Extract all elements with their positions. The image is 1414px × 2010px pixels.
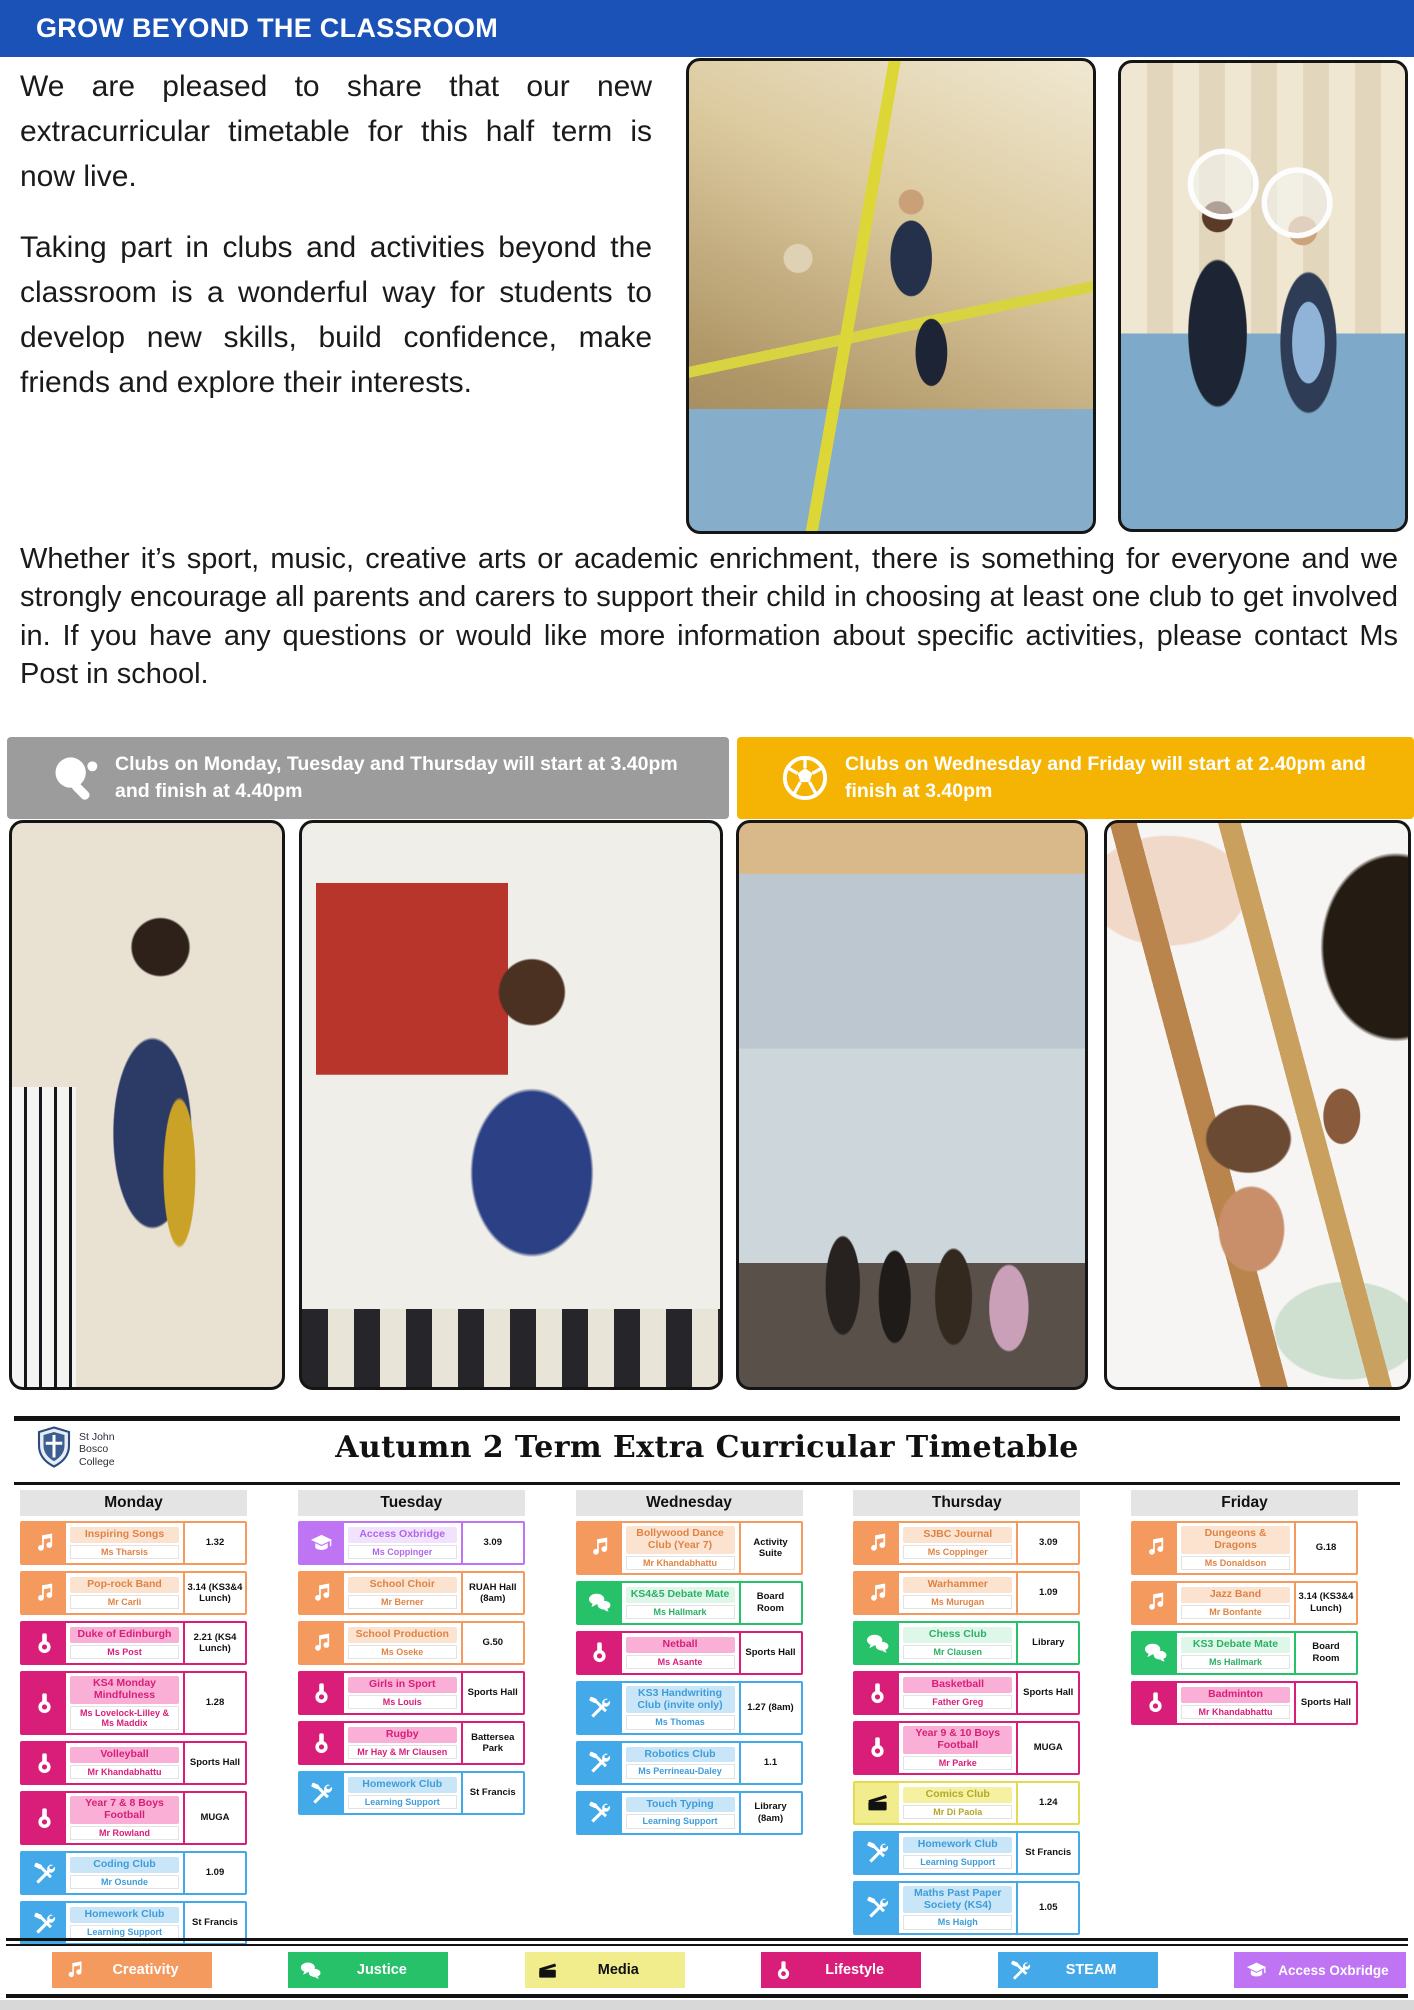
club-details — [899, 1523, 1016, 1563]
school-name-line: St John — [79, 1431, 115, 1444]
timetable-top-rule — [14, 1416, 1400, 1421]
music-note-icon — [1133, 1583, 1177, 1623]
day-header: Thursday — [853, 1490, 1080, 1516]
club-details — [66, 1793, 183, 1843]
club-room: 1.24 — [1016, 1783, 1078, 1823]
day-header: Wednesday — [576, 1490, 803, 1516]
club-room: 3.14 (KS3&4 Lunch) — [1294, 1583, 1356, 1623]
club-staff: Ms Oseke — [348, 1645, 457, 1659]
club-details — [66, 1743, 183, 1783]
club-staff: Ms Coppinger — [348, 1545, 457, 1559]
club-room: RUAH Hall (8am) — [461, 1573, 523, 1613]
club-room: MUGA — [1016, 1723, 1078, 1773]
club-details — [899, 1883, 1016, 1933]
club-details — [66, 1573, 183, 1613]
timetable-title: Autumn 2 Term Extra Curricular Timetable — [335, 1430, 1079, 1465]
club-entry — [20, 1851, 247, 1895]
club-room: Library — [1016, 1623, 1078, 1663]
club-room: G.50 — [461, 1623, 523, 1663]
club-entry — [1131, 1581, 1358, 1625]
club-name: KS4 Monday Mindfulness — [70, 1676, 179, 1704]
club-staff: Mr Khandabhattu — [70, 1765, 179, 1779]
club-staff: Mr Parke — [903, 1756, 1012, 1770]
club-name: School Choir — [348, 1577, 457, 1593]
club-entry — [576, 1521, 803, 1575]
club-name: Chess Club — [903, 1627, 1012, 1643]
hammer-wrench-icon — [855, 1883, 899, 1933]
club-name: KS3 Handwriting Club (invite only) — [626, 1686, 735, 1714]
club-details — [344, 1773, 461, 1813]
club-staff: Ms Haigh — [903, 1915, 1012, 1929]
club-details — [1177, 1633, 1294, 1673]
club-room: Board Room — [739, 1583, 801, 1623]
club-name: Badminton — [1181, 1687, 1290, 1703]
timetable-header-rule — [14, 1482, 1400, 1485]
club-details — [622, 1683, 739, 1733]
legend-chip-creativity — [52, 1952, 212, 1988]
club-name: Maths Past Paper Society (KS4) — [903, 1886, 1012, 1914]
club-room: 3.14 (KS3&4 Lunch) — [183, 1573, 245, 1613]
club-details — [622, 1633, 739, 1673]
club-staff: Mr Khandabhattu — [626, 1556, 735, 1570]
club-name: Homework Club — [903, 1837, 1012, 1853]
club-room: G.18 — [1294, 1523, 1356, 1573]
legend-chip-oxbridge — [1234, 1952, 1406, 1988]
medal-icon — [761, 1960, 802, 1981]
day-column-monday — [20, 1490, 247, 1951]
club-details — [622, 1523, 739, 1573]
club-name: Touch Typing — [626, 1797, 735, 1813]
club-details — [344, 1623, 461, 1663]
legend-chip-media — [525, 1952, 685, 1988]
clapperboard-icon — [525, 1960, 566, 1981]
chat-bubbles-icon — [1133, 1633, 1177, 1673]
club-entry — [298, 1671, 525, 1715]
intro-paragraph-3: Whether it’s sport, music, creative arts or academic enrichment, there is something for everyone and we strongly encourage all parents and carers to support their child in choosing at least one club to get involved in. If you have any questions or would like more information about specific activities, please contact Ms Post in school. — [20, 543, 1398, 690]
club-staff: Ms Murugan — [903, 1595, 1012, 1609]
club-details — [622, 1793, 739, 1833]
club-entry — [576, 1631, 803, 1675]
club-room: 1.09 — [183, 1853, 245, 1893]
football-icon — [779, 752, 831, 804]
day-column-tuesday — [298, 1490, 525, 1951]
club-details — [344, 1573, 461, 1613]
club-name: Inspiring Songs — [70, 1527, 179, 1543]
club-staff: Ms Hallmark — [626, 1605, 735, 1619]
timetable-days — [20, 1490, 1358, 1951]
banner-wed-fri-times — [737, 737, 1414, 819]
club-staff: Father Greg — [903, 1695, 1012, 1709]
medal-icon — [855, 1723, 899, 1773]
club-room: Board Room — [1294, 1633, 1356, 1673]
club-room: 3.09 — [461, 1523, 523, 1563]
legend-chip-steam — [998, 1952, 1158, 1988]
club-staff: Learning Support — [348, 1795, 457, 1809]
club-entry — [298, 1521, 525, 1565]
hammer-wrench-icon — [998, 1960, 1039, 1981]
club-room: Battersea Park — [461, 1723, 523, 1763]
club-staff: Mr Carli — [70, 1595, 179, 1609]
day-header: Monday — [20, 1490, 247, 1516]
club-room: MUGA — [183, 1793, 245, 1843]
club-details — [899, 1623, 1016, 1663]
club-entry — [298, 1721, 525, 1765]
school-name-line: College — [79, 1455, 115, 1468]
club-entry — [576, 1791, 803, 1835]
club-staff: Ms Perrineau-Daley — [626, 1764, 735, 1778]
club-entry — [1131, 1631, 1358, 1675]
club-entry — [853, 1831, 1080, 1875]
club-name: KS4&5 Debate Mate — [626, 1587, 735, 1603]
hammer-wrench-icon — [300, 1773, 344, 1813]
club-name: KS3 Debate Mate — [1181, 1637, 1290, 1653]
medal-icon — [22, 1673, 66, 1733]
club-entry — [853, 1621, 1080, 1665]
club-room: Sports Hall — [461, 1673, 523, 1713]
club-entry — [20, 1521, 247, 1565]
club-name: Bollywood Dance Club (Year 7) — [626, 1526, 735, 1554]
music-note-icon — [855, 1523, 899, 1563]
club-name: Robotics Club — [626, 1747, 735, 1763]
club-details — [344, 1523, 461, 1563]
club-entry — [20, 1671, 247, 1735]
day-header: Tuesday — [298, 1490, 525, 1516]
footer-strip — [0, 2000, 1414, 2010]
club-staff: Ms Louis — [348, 1695, 457, 1709]
club-name: Basketball — [903, 1677, 1012, 1693]
club-room: St Francis — [1016, 1833, 1078, 1873]
chat-bubbles-icon — [288, 1960, 329, 1981]
club-name: SJBC Journal — [903, 1527, 1012, 1543]
hammer-wrench-icon — [22, 1853, 66, 1893]
club-details — [1177, 1683, 1294, 1723]
club-room: Sports Hall — [739, 1633, 801, 1673]
club-room: 1.05 — [1016, 1883, 1078, 1933]
club-name: Year 9 & 10 Boys Football — [903, 1726, 1012, 1754]
club-details — [622, 1743, 739, 1783]
club-staff: Mr Rowland — [70, 1826, 179, 1840]
club-staff: Learning Support — [626, 1814, 735, 1828]
club-room: St Francis — [183, 1903, 245, 1943]
legend-chip-justice — [288, 1952, 448, 1988]
hammer-wrench-icon — [578, 1683, 622, 1733]
club-room: 1.09 — [1016, 1573, 1078, 1613]
medal-icon — [578, 1633, 622, 1673]
club-entry — [576, 1681, 803, 1735]
club-staff: Mr Bonfante — [1181, 1605, 1290, 1619]
club-name: Homework Club — [348, 1777, 457, 1793]
club-details — [899, 1573, 1016, 1613]
club-entry — [853, 1671, 1080, 1715]
club-name: Homework Club — [70, 1907, 179, 1923]
club-name: School Production — [348, 1627, 457, 1643]
medal-icon — [1133, 1683, 1177, 1723]
legend-label: Creativity — [112, 1962, 179, 1978]
intro-paragraph-1: We are pleased to share that our new extracurricular timetable for this half term is now live. — [20, 70, 652, 193]
day-column-thursday — [853, 1490, 1080, 1951]
club-room: Sports Hall — [183, 1743, 245, 1783]
club-entry — [20, 1621, 247, 1665]
legend-band — [0, 1938, 1414, 2010]
club-entry — [298, 1621, 525, 1665]
club-details — [1177, 1583, 1294, 1623]
club-room: Sports Hall — [1294, 1683, 1356, 1723]
club-details — [66, 1523, 183, 1563]
timetable-header — [14, 1424, 1400, 1480]
club-staff: Learning Support — [70, 1925, 179, 1939]
banner-text: Clubs on Wednesday and Friday will start at 2.40pm and finish at 3.40pm — [845, 752, 1366, 802]
legend-chips — [0, 1946, 1414, 1994]
banner-mon-tue-thu-times — [7, 737, 729, 819]
club-entry — [853, 1781, 1080, 1825]
club-entry — [1131, 1681, 1358, 1725]
photo-drama-performance — [736, 820, 1088, 1390]
club-room: 2.21 (KS4 Lunch) — [183, 1623, 245, 1663]
page-header — [0, 0, 1414, 57]
club-details — [899, 1783, 1016, 1823]
day-header: Friday — [1131, 1490, 1358, 1516]
club-staff: Ms Coppinger — [903, 1545, 1012, 1559]
medal-icon — [22, 1743, 66, 1783]
page-title: GROW BEYOND THE CLASSROOM — [36, 13, 499, 43]
table-tennis-icon — [49, 752, 101, 804]
music-note-icon — [855, 1573, 899, 1613]
day-column-friday — [1131, 1490, 1358, 1951]
club-entry — [20, 1741, 247, 1785]
club-name: Girls in Sport — [348, 1677, 457, 1693]
club-entry — [20, 1571, 247, 1615]
club-details — [1177, 1523, 1294, 1573]
club-room: 1.1 — [739, 1743, 801, 1783]
graduation-cap-icon — [1234, 1960, 1275, 1981]
music-note-icon — [22, 1523, 66, 1563]
club-staff: Ms Post — [70, 1645, 179, 1659]
legend-label: Access Oxbridge — [1278, 1962, 1389, 1978]
club-entry — [576, 1581, 803, 1625]
school-name-line: Bosco — [79, 1443, 109, 1456]
legend-rule — [6, 1938, 1408, 1941]
legend-chip-lifestyle — [761, 1952, 921, 1988]
music-note-icon — [300, 1573, 344, 1613]
club-room: 1.32 — [183, 1523, 245, 1563]
club-details — [344, 1723, 461, 1763]
day-column-wednesday — [576, 1490, 803, 1951]
club-entry — [853, 1721, 1080, 1775]
graduation-cap-icon — [300, 1523, 344, 1563]
photo-badminton-players — [1118, 60, 1408, 532]
club-entry — [298, 1571, 525, 1615]
club-name: Access Oxbridge — [348, 1527, 457, 1543]
club-entry — [298, 1771, 525, 1815]
club-entry — [853, 1521, 1080, 1565]
club-details — [622, 1583, 739, 1623]
club-name: Warhammer — [903, 1577, 1012, 1593]
clapperboard-icon — [855, 1783, 899, 1823]
club-name: Jazz Band — [1181, 1587, 1290, 1603]
club-details — [66, 1623, 183, 1663]
club-name: Rugby — [348, 1727, 457, 1743]
banner-text: Clubs on Monday, Tuesday and Thursday will start at 3.40pm and finish at 4.40pm — [115, 752, 678, 802]
club-staff: Ms Asante — [626, 1655, 735, 1669]
club-room: 1.28 — [183, 1673, 245, 1733]
medal-icon — [22, 1623, 66, 1663]
club-staff: Ms Tharsis — [70, 1545, 179, 1559]
club-room: Sports Hall — [1016, 1673, 1078, 1713]
club-name: Volleyball — [70, 1747, 179, 1763]
photo-chess-student — [299, 820, 723, 1390]
club-name: Pop-rock Band — [70, 1577, 179, 1593]
legend-label: Media — [597, 1962, 639, 1978]
medal-icon — [22, 1793, 66, 1843]
club-staff: Mr Berner — [348, 1595, 457, 1609]
club-details — [899, 1673, 1016, 1713]
chat-bubbles-icon — [578, 1583, 622, 1623]
hammer-wrench-icon — [855, 1833, 899, 1873]
music-note-icon — [1133, 1523, 1177, 1573]
photo-saxophone-student — [9, 820, 285, 1390]
legend-rule — [6, 1994, 1408, 1998]
medal-icon — [300, 1723, 344, 1763]
hammer-wrench-icon — [578, 1743, 622, 1783]
club-name: Duke of Edinburgh — [70, 1627, 179, 1643]
club-staff: Mr Osunde — [70, 1875, 179, 1889]
club-entry — [20, 1791, 247, 1845]
intro-column — [20, 64, 652, 431]
club-details — [899, 1723, 1016, 1773]
club-entry — [1131, 1521, 1358, 1575]
legend-label: Justice — [356, 1962, 407, 1978]
club-staff: Ms Donaldson — [1181, 1556, 1290, 1570]
hammer-wrench-icon — [578, 1793, 622, 1833]
club-staff: Ms Hallmark — [1181, 1655, 1290, 1669]
music-note-icon — [300, 1623, 344, 1663]
club-name: Year 7 & 8 Boys Football — [70, 1796, 179, 1824]
club-staff: Mr Clausen — [903, 1645, 1012, 1659]
intro-paragraph-2: Taking part in clubs and activities beyond the classroom is a wonderful way for students to develop new skills, build confidence, make friends and explore their interests. — [20, 231, 652, 399]
legend-label: STEAM — [1065, 1962, 1117, 1978]
club-details — [66, 1673, 183, 1733]
club-room: St Francis — [461, 1773, 523, 1813]
club-name: Netball — [626, 1637, 735, 1653]
club-room: Library (8am) — [739, 1793, 801, 1833]
chat-bubbles-icon — [855, 1623, 899, 1663]
club-staff: Mr Di Paola — [903, 1805, 1012, 1819]
club-name: Coding Club — [70, 1857, 179, 1873]
club-details — [344, 1673, 461, 1713]
medal-icon — [300, 1673, 344, 1713]
music-note-icon — [578, 1523, 622, 1573]
legend-label: Lifestyle — [825, 1962, 885, 1978]
photo-ball-game — [686, 58, 1096, 534]
club-entry — [853, 1571, 1080, 1615]
medal-icon — [855, 1673, 899, 1713]
club-room: Activity Suite — [739, 1523, 801, 1573]
club-name: Comics Club — [903, 1787, 1012, 1803]
music-note-icon — [52, 1960, 93, 1981]
club-name: Dungeons & Dragons — [1181, 1526, 1290, 1554]
club-staff: Mr Khandabhattu — [1181, 1705, 1290, 1719]
music-note-icon — [22, 1573, 66, 1613]
club-staff: Ms Thomas — [626, 1715, 735, 1729]
club-room: 1.27 (8am) — [739, 1683, 801, 1733]
club-details — [66, 1853, 183, 1893]
photo-painting-student — [1104, 820, 1411, 1390]
club-details — [899, 1833, 1016, 1873]
club-staff: Learning Support — [903, 1855, 1012, 1869]
club-entry — [853, 1881, 1080, 1935]
club-room: 3.09 — [1016, 1523, 1078, 1563]
club-staff: Mr Hay & Mr Clausen — [348, 1745, 457, 1759]
club-entry — [576, 1741, 803, 1785]
club-staff: Ms Lovelock-Lilley & Ms Maddix — [70, 1706, 179, 1731]
